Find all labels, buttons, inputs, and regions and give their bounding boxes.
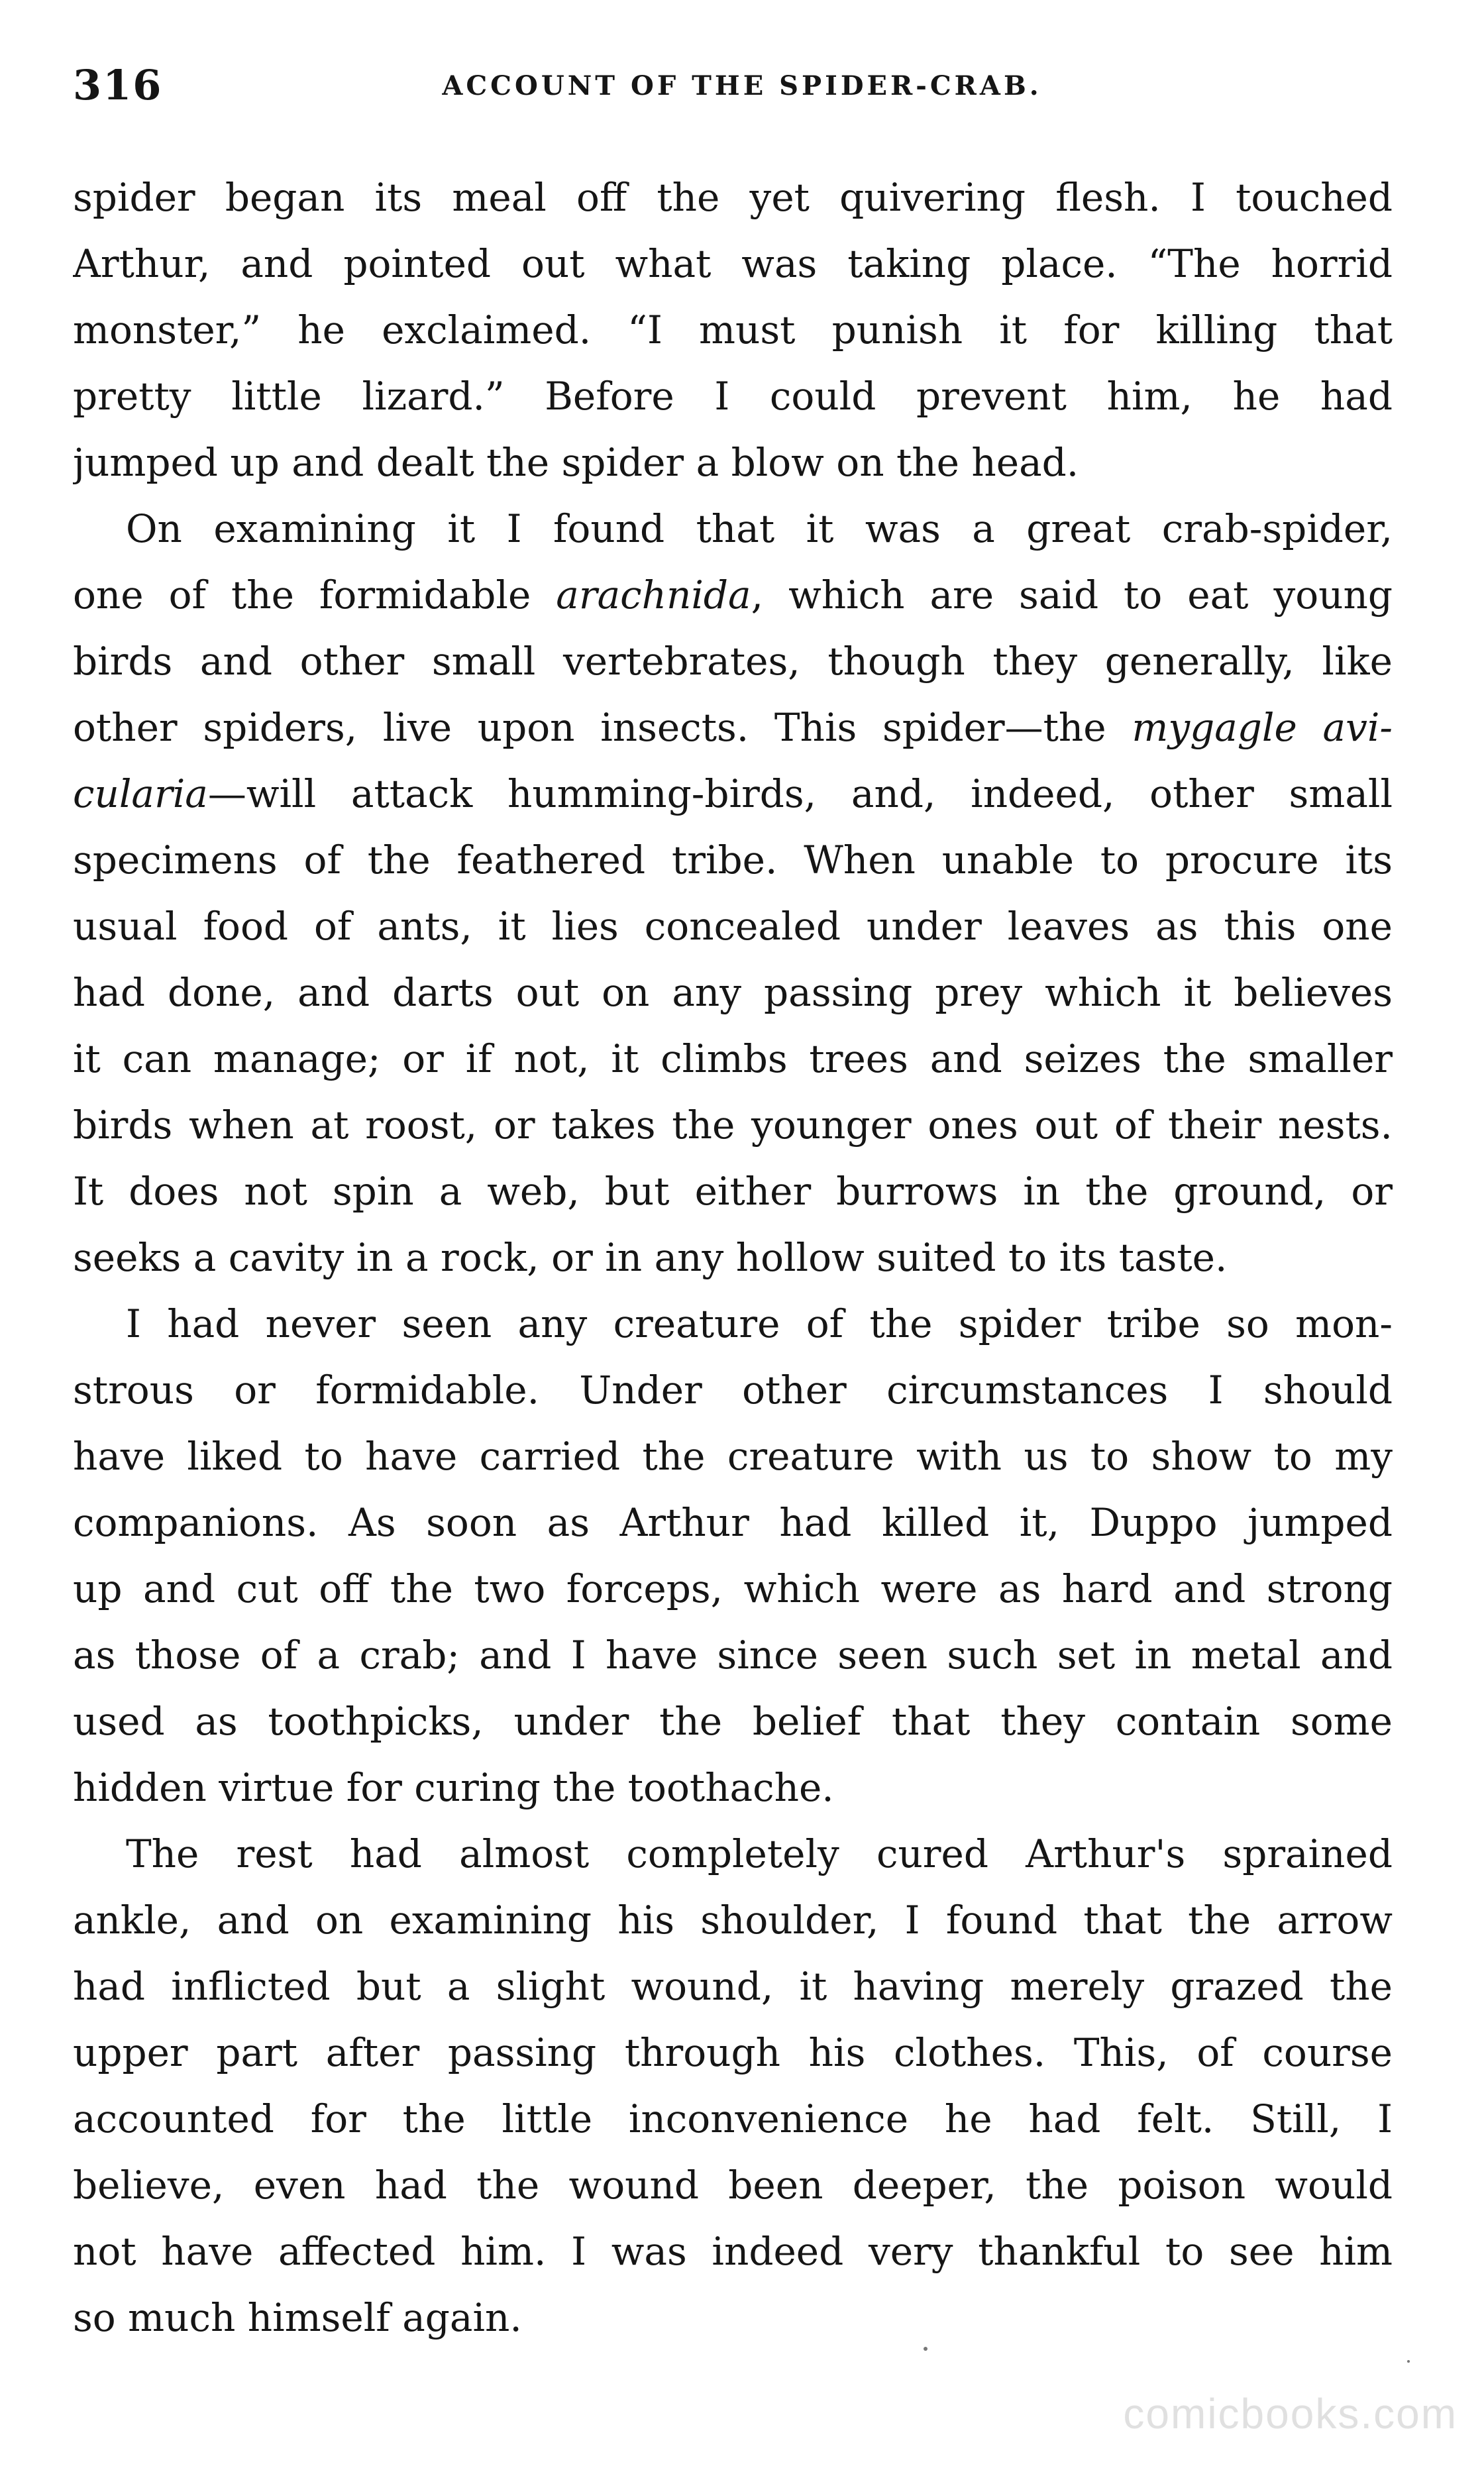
page-header <box>73 61 1411 121</box>
text-line: as those of a crab; and I have since seen such set in metal and <box>73 1633 1393 1678</box>
text-line: pretty little lizard.” Before I could prevent him, he had <box>73 374 1393 419</box>
text-line: usual food of ants, it lies concealed under leaves as this one <box>73 904 1393 949</box>
text-line: I had never seen any creature of the spider tribe so mon- <box>126 1301 1393 1346</box>
body-text <box>73 164 1393 2351</box>
text-line: had inflicted but a slight wound, it having merely grazed the <box>73 1964 1393 2009</box>
text-line: On examining it I found that it was a great crab-spider, <box>126 506 1393 551</box>
text-line: jumped up and dealt the spider a blow on the head. <box>73 440 1079 485</box>
text-line: used as toothpicks, under the belief that they contain some <box>73 1699 1393 1744</box>
text-line: accounted for the little inconvenience he had felt. Still, I <box>73 2096 1393 2141</box>
text-line: ankle, and on examining his shoulder, I found that the arrow <box>73 1898 1393 1943</box>
text-line: It does not spin a web, but either burrows in the ground, or <box>73 1169 1393 1214</box>
text-line: not have affected him. I was indeed very thankful to see him <box>73 2229 1393 2274</box>
ink-speck <box>924 2347 928 2351</box>
text-line: have liked to have carried the creature with us to show to my <box>73 1434 1393 1479</box>
text-line: had done, and darts out on any passing prey which it believes <box>73 970 1393 1015</box>
text-line: monster,” he exclaimed. “I must punish it for killing that <box>73 307 1393 352</box>
text-line: upper part after passing through his clothes. This, of course <box>73 2030 1393 2075</box>
page-number: 316 <box>73 61 163 109</box>
text-line: companions. As soon as Arthur had killed it, Duppo jumped <box>73 1500 1393 1545</box>
text-line: The rest had almost completely cured Arthur's sprained <box>126 1831 1393 1876</box>
text-line: believe, even had the wound been deeper, the poison would <box>73 2163 1393 2208</box>
paragraph <box>73 1291 1393 1821</box>
text-line: other spiders, live upon insects. This spider—the mygagle avi- <box>73 705 1393 750</box>
text-line: spider began its meal off the yet quivering flesh. I touched <box>73 175 1393 220</box>
running-head: ACCOUNT OF THE SPIDER-CRAB. <box>442 70 1042 101</box>
text-line: cularia—will attack humming-birds, and, indeed, other small <box>73 771 1393 816</box>
text-line: seeks a cavity in a rock, or in any hollow suited to its taste. <box>73 1235 1228 1280</box>
ink-speck <box>1407 2360 1410 2363</box>
watermark: comicbooks.com <box>1123 2390 1458 2438</box>
paragraph <box>73 496 1393 1291</box>
text-line: specimens of the feathered tribe. When unable to procure its <box>73 837 1393 883</box>
text-line: hidden virtue for curing the toothache. <box>73 1765 834 1810</box>
paragraph <box>73 164 1393 496</box>
text-line: birds and other small vertebrates, though they generally, like <box>73 639 1393 684</box>
text-line: Arthur, and pointed out what was taking place. “The horrid <box>73 241 1393 286</box>
text-line: birds when at roost, or takes the younger ones out of their nests. <box>73 1103 1393 1148</box>
text-line: it can manage; or if not, it climbs trees and seizes the smaller <box>73 1036 1393 1081</box>
text-line: up and cut off the two forceps, which were as hard and strong <box>73 1566 1393 1611</box>
text-line: one of the formidable arachnida, which are said to eat young <box>73 572 1393 618</box>
paragraph <box>73 1821 1393 2351</box>
text-line: so much himself again. <box>73 2295 522 2340</box>
text-line: strous or formidable. Under other circumstances I should <box>73 1368 1393 1413</box>
